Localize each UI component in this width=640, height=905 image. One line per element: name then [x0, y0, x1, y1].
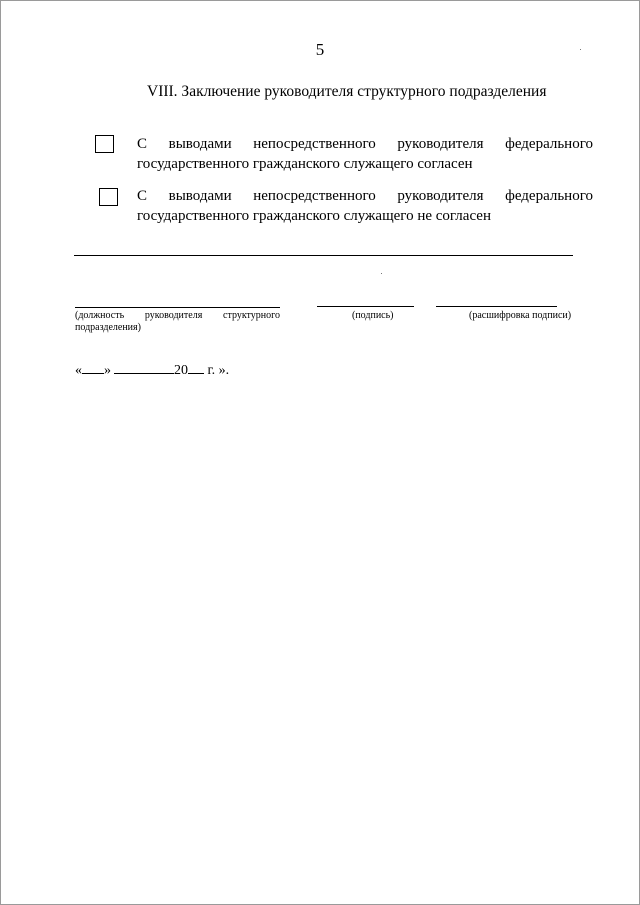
signature-caption: (подпись) — [352, 310, 394, 321]
signature-line[interactable] — [317, 306, 414, 307]
page-number: 5 — [315, 40, 325, 59]
comment-line[interactable] — [74, 255, 573, 256]
date-line — [75, 361, 229, 379]
date-century: 20 — [174, 363, 188, 378]
position-caption-line2: подразделения) — [75, 322, 141, 333]
disagree-checkbox[interactable] — [99, 188, 118, 206]
position-caption — [75, 310, 280, 334]
date-month-blank[interactable] — [114, 361, 174, 374]
option-disagree-text — [137, 186, 593, 226]
option-disagree-line2: государственного гражданского служащего не согласен — [137, 208, 491, 224]
date-close-quote: » — [104, 363, 111, 378]
decoding-caption: (расшифровка подписи) — [469, 310, 572, 321]
section-title: VIII. Заключение руководителя структурного подразделения — [147, 83, 547, 100]
date-suffix: г. ». — [204, 363, 230, 378]
date-open-quote: « — [75, 363, 82, 378]
option-agree-line1: С выводами непосредственного руководителя федерального — [137, 136, 593, 152]
scan-speck — [580, 49, 581, 50]
position-caption-line1: (должность руководителя структурного — [75, 310, 280, 321]
agree-checkbox[interactable] — [95, 135, 114, 153]
option-agree-text — [137, 134, 593, 174]
position-signature-line[interactable] — [75, 307, 280, 308]
option-disagree-line1: С выводами непосредственного руководителя федерального — [137, 188, 593, 204]
option-agree-line2: государственного гражданского служащего согласен — [137, 156, 473, 172]
signature-decoding-line[interactable] — [436, 306, 557, 307]
date-year-blank[interactable] — [188, 361, 204, 374]
date-day-blank[interactable] — [82, 361, 104, 374]
scan-speck — [381, 273, 382, 274]
